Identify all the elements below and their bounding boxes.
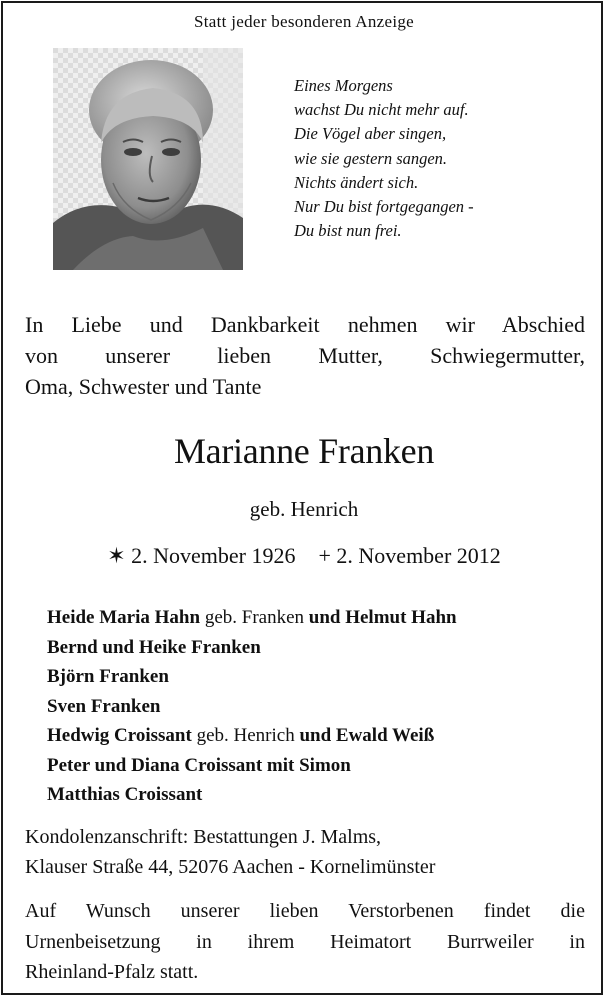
birth-date: 2. November 1926: [131, 543, 296, 568]
family-member-name: Björn Franken: [47, 666, 169, 687]
note-line: Urnenbeisetzung in ihrem Heimatort Burrweiler in: [25, 930, 585, 953]
birth-symbol-icon: ✶: [107, 543, 126, 568]
note-line: Rheinland-Pfalz statt.: [25, 961, 199, 983]
notice-header: Statt jeder besonderen Anzeige: [193, 12, 414, 31]
intro-text: [25, 309, 585, 402]
poem-line: Du bist nun frei.: [294, 221, 402, 241]
family-member-line: [47, 633, 457, 663]
family-member-name: Peter und Diana Croissant mit Simon: [47, 754, 351, 776]
poem-line: Eines Morgens: [294, 76, 393, 95]
family-member-line: [47, 721, 457, 751]
intro-line: In Liebe und Dankbarkeit nehmen wir Abschied: [25, 312, 585, 337]
portrait-photo: [53, 48, 243, 270]
family-member-line: [47, 662, 457, 692]
poem-line: Nichts ändert sich.: [294, 172, 419, 192]
intro-line: von unserer lieben Mutter, Schwiegermutter,: [25, 343, 585, 368]
family-member-maiden: geb. Henrich: [191, 725, 300, 746]
family-member-line: [47, 692, 457, 722]
intro-line: Oma, Schwester und Tante: [25, 374, 262, 399]
family-member-name: und Ewald Weiß: [299, 725, 435, 746]
address-line: Klauser Straße 44, 52076 Aachen - Kornelimünster: [25, 856, 436, 878]
family-member-name: Hedwig Croissant: [47, 725, 192, 746]
life-dates: [0, 543, 608, 569]
condolence-address: [25, 822, 435, 882]
address-line: Kondolenzanschrift: Bestattungen J. Malms,: [25, 826, 382, 848]
family-list: [47, 603, 457, 810]
poem: [294, 74, 474, 243]
death-symbol-icon: +: [318, 543, 331, 568]
family-member-name: Heide Maria Hahn: [47, 607, 201, 628]
family-member-name: und Helmut Hahn: [308, 607, 457, 628]
family-member-maiden: geb. Franken: [200, 607, 309, 628]
deceased-name: Marianne Franken: [173, 431, 435, 471]
poem-line: Nur Du bist fortgegangen -: [294, 197, 474, 217]
family-member-name: Matthias Croissant: [47, 784, 203, 805]
poem-line: wachst Du nicht mehr auf.: [294, 100, 469, 120]
family-member-name: Bernd und Heike Franken: [47, 636, 261, 658]
family-member-line: [47, 751, 457, 781]
family-member-name: Sven Franken: [47, 695, 161, 717]
note-line: Auf Wunsch unserer lieben Verstorbenen findet die: [25, 900, 585, 922]
poem-line: Die Vögel aber singen,: [294, 124, 447, 144]
family-member-line: [47, 603, 457, 633]
burial-note: [25, 896, 585, 988]
family-member-line: [47, 780, 457, 810]
maiden-name: geb. Henrich: [249, 497, 359, 521]
poem-line: wie sie gestern sangen.: [294, 148, 448, 168]
death-date: 2. November 2012: [336, 543, 501, 568]
